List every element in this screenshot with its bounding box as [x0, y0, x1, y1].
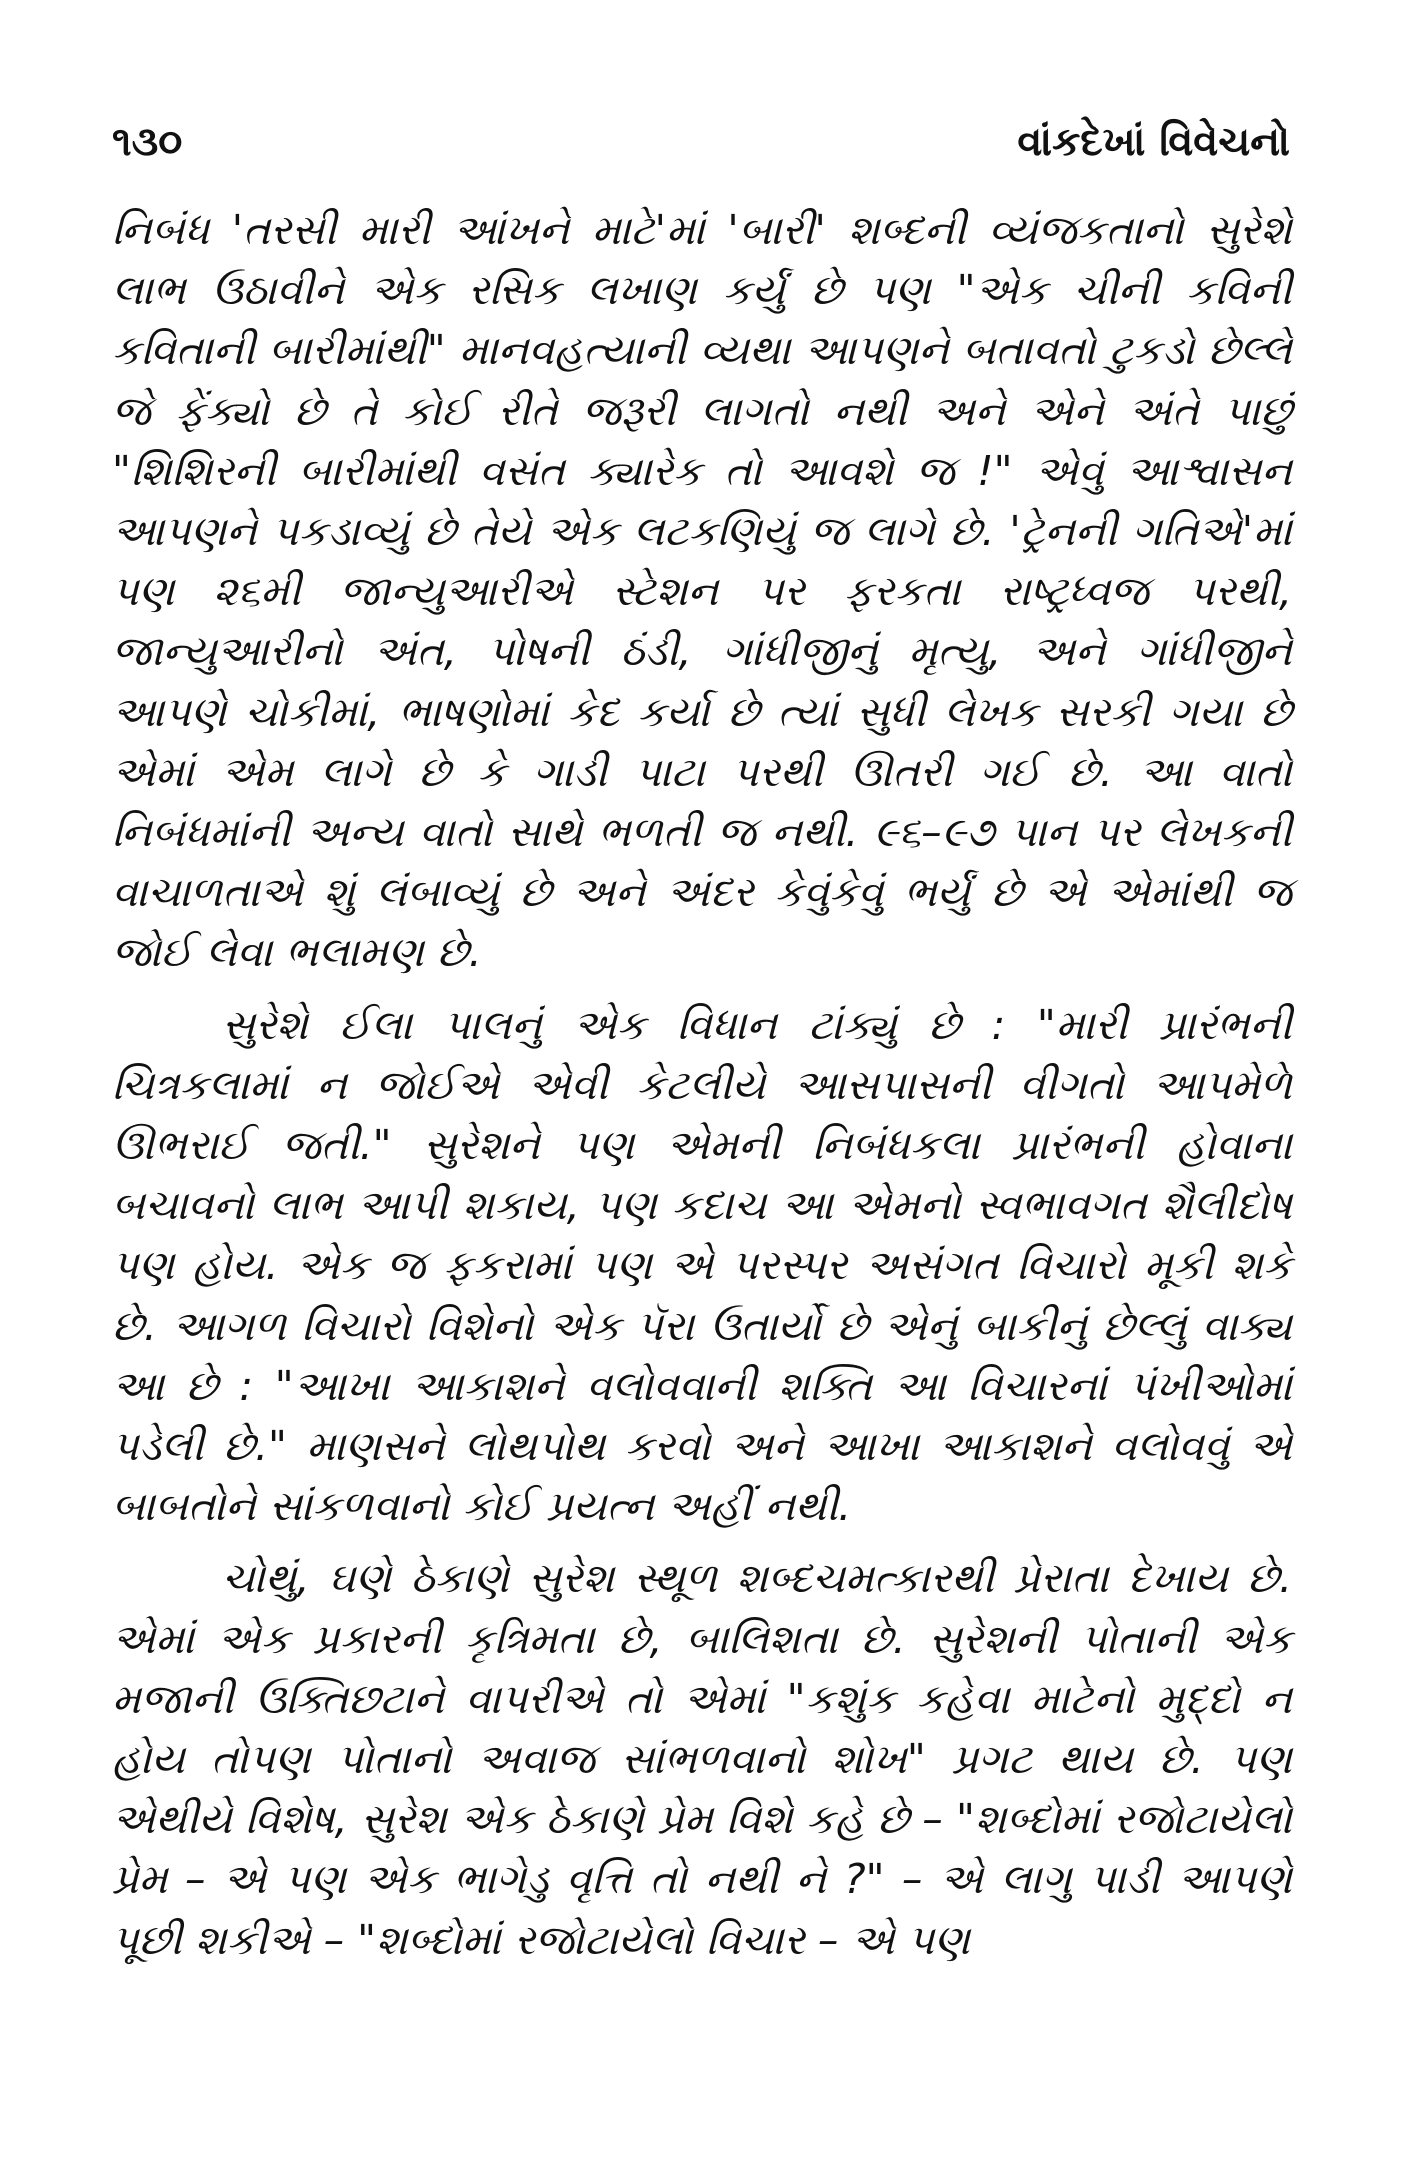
running-title: વાંકદેખાં વિવેચનો: [1017, 119, 1290, 165]
paragraph-3: ચોથું, ઘણે ઠેકાણે સુરેશ સ્થૂળ શબ્દચમત્કારથી પ્રેરાતા દેખાય છે. એમાં એક પ્રકારની કૃત્રિમતા છે, બાલિશતા છે. સુરેશની પોતાની એક મજાની ઉક્તિછટાને વાપરીએ તો એમાં "કશુંક કહેવા માટેનો મુદ્દો ન હોય તોપણ પોતાનો અવાજ સાંભળવાનો શોખ" પ્રગટ થાય છે. પણ એથીયે વિશેષ, સુરેશ એક ઠેકાણે પ્રેમ વિશે કહે છે – "શબ્દોમાં રજોટાયેલો પ્રેમ – એ પણ એક ભાગેડુ વૃત્તિ તો નથી ને ?" – એ લાગુ પાડી આપણે પૂછી શકીએ – "શબ્દોમાં રજોટાયેલો વિચાર – એ પણ: [112, 1554, 1292, 1964]
paragraph-2: સુરેશે ઈલા પાલનું એક વિધાન ટાંક્યું છે : "મારી પ્રારંભની ચિત્રકલામાં ન જોઈએ એવી કેટલીયે આસપાસની વીગતો આપમેળે ઊભરાઈ જતી." સુરેશને પણ એમની નિબંધકલા પ્રારંભની હોવાના બચાવનો લાભ આપી શકાય, પણ કદાચ આ એમનો સ્વભાવગત શૈલીદોષ પણ હોય. એક જ ફકરામાં પણ એ પરસ્પર અસંગત વિચારો મૂકી શકે છે. આગળ વિચારો વિશેનો એક પૅરા ઉતાર્યો છે એનું બાકીનું છેલ્લું વાક્ય આ છે : "આખા આકાશને વલોવવાની શક્તિ આ વિચારનાં પંખીઓમાં પડેલી છે." માણસને લોથપોથ કરવો અને આખા આકાશને વલોવવું એ બાબતોને સાંકળવાનો કોઈ પ્રયત્ન અહીં નથી.: [112, 1000, 1292, 1531]
paragraph-1: નિબંધ 'તરસી મારી આંખને માટે'માં 'બારી' શબ્દની વ્યંજકતાનો સુરેશે લાભ ઉઠાવીને એક રસિક લખાણ કર્યું છે પણ "એક ચીની કવિની કવિતાની બારીમાંથી" માનવહત્યાની વ્યથા આપણને બતાવતો ટુકડો છેલ્લે જે ફેંક્યો છે તે કોઈ રીતે જરૂરી લાગતો નથી અને એને અંતે પાછું "શિશિરની બારીમાંથી વસંત ક્યારેક તો આવશે જ !" એવું આશ્વાસન આપણને પકડાવ્યું છે તેયે એક લટકણિયું જ લાગે છે. 'ટ્રેનની ગતિએ'માં પણ ૨૬મી જાન્યુઆરીએ સ્ટેશન પર ફરકતા રાષ્ટ્રધ્વજ પરથી, જાન્યુઆરીનો અંત, પોષની ઠંડી, ગાંધીજીનું મૃત્યુ, અને ગાંધીજીને આપણે ચોકીમાં, ભાષણોમાં કેદ કર્યા છે ત્યાં સુધી લેખક સરકી ગયા છે એમાં એમ લાગે છે કે ગાડી પાટા પરથી ઊતરી ગઈ છે. આ વાતો નિબંધમાંની અન્ય વાતો સાથે ભળતી જ નથી. ૯૬–૯૭ પાન પર લેખકની વાચાળતાએ શું લંબાવ્યું છે અને અંદર કેવુંકેવું ભર્યું છે એ એમાંથી જ જોઈ લેવા ભલામણ છે.: [112, 206, 1292, 977]
page-header: [112, 112, 1290, 172]
page-number: ૧૩૦: [112, 119, 183, 165]
body-text: [112, 200, 1292, 1970]
